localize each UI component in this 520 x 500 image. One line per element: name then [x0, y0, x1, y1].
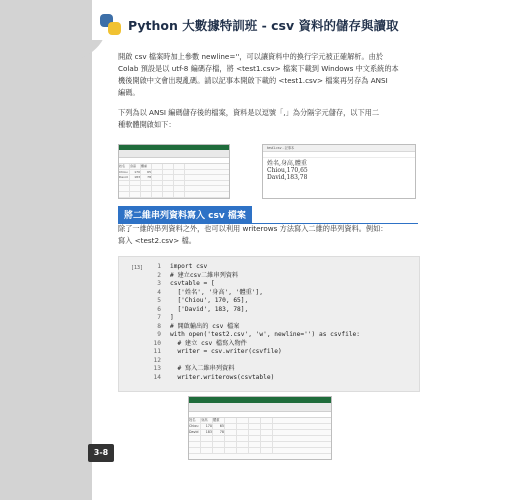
code-text: ['Chiou', 170, 65], [170, 297, 249, 304]
paragraph-newline-note [118, 51, 408, 99]
text-line: 寫入 <test2.csv> 檔。 [118, 236, 196, 245]
table-cell: 65 [141, 170, 152, 175]
code-text: # 建立csv二維串列資料 [170, 271, 239, 279]
line-number: 7 [157, 314, 161, 321]
code-text: with open('test2.csv', 'w', newline='') as csvfile: [170, 331, 360, 338]
line-number: 14 [153, 373, 161, 381]
excel-screenshot-1 [118, 144, 230, 199]
code-line [149, 263, 360, 272]
code-line [149, 357, 360, 366]
line-number: 12 [153, 356, 161, 364]
table-cell: 身高 [130, 164, 141, 169]
code-line [149, 340, 360, 349]
table-cell: David [119, 175, 130, 180]
line-number: 6 [157, 305, 161, 313]
line-number: 11 [153, 348, 161, 355]
code-line [149, 297, 360, 306]
table-cell: 183 [201, 430, 213, 435]
text-line: Colab 預設是以 utf-8 編碼存檔，將 <test1.csv> 檔案下載到 Windows 中文系統的本 [118, 64, 399, 73]
code-line [149, 348, 360, 357]
code-line [149, 323, 360, 332]
text-line: 機後開啟中文會出現亂碼。請以記事本開啟下載的 <test1.csv> 檔案再另存為 ANSI [118, 76, 388, 85]
table-cell: 78 [213, 430, 225, 435]
python-logo-icon [100, 14, 122, 36]
notepad-screenshot [262, 144, 416, 199]
code-line [149, 289, 360, 298]
text-line: 種軟體開啟如下： [118, 120, 176, 129]
code-line [149, 374, 360, 383]
text-line: 編碼。 [118, 88, 140, 97]
excel-grid [119, 164, 229, 198]
code-text: csvtable = [ [170, 280, 215, 287]
code-line [149, 272, 360, 281]
table-cell: 65 [213, 424, 225, 429]
text-line: 開啟 csv 檔案時加上參數 newline=''，可以讓資料中的換行字元被正確解析。由於 [118, 52, 384, 61]
page-number: 3-8 [88, 444, 114, 462]
notepad-titlebar: test1.csv - 記事本 [263, 145, 415, 152]
line-number: 2 [157, 271, 161, 279]
notepad-line: Chiou,170,65 [267, 167, 308, 174]
table-cell: David [189, 430, 201, 435]
excel-ribbon [119, 150, 229, 158]
section-heading: 將二維串列資料寫入 csv 檔案 [118, 206, 252, 223]
code-lines [149, 263, 360, 382]
line-number: 1 [157, 263, 161, 270]
table-cell: 183 [130, 175, 141, 180]
paragraph-ansi-note [118, 107, 408, 131]
code-text: # 寫入二維串列資料 [170, 365, 235, 372]
code-line [149, 331, 360, 340]
text-line: 除了一維的串列資料之外，也可以利用 writerows 方法寫入二維的串列資料。例如： [118, 224, 388, 233]
excel-grid [189, 418, 331, 454]
line-number: 13 [153, 365, 161, 372]
code-text: writer = csv.writer(csvfile) [170, 348, 282, 355]
table-cell: 姓名 [189, 418, 201, 423]
paragraph-writerows-note [118, 223, 408, 247]
left-margin-band [0, 0, 92, 500]
excel-ribbon [189, 403, 331, 412]
line-number: 4 [157, 288, 161, 296]
table-cell: 體重 [213, 418, 225, 423]
page-title: Python 大數據特訓班 - csv 資料的儲存與讀取 [128, 18, 399, 33]
code-cell [118, 256, 420, 392]
table-cell: Chiou [119, 170, 130, 175]
line-number: 3 [157, 280, 161, 287]
code-text: writer.writerows(csvtable) [170, 373, 275, 381]
code-text: ['David', 183, 78], [170, 305, 249, 313]
code-text: # 建立 csv 檔寫入物件 [170, 339, 247, 347]
notepad-line: 姓名,身高,體重 [267, 160, 307, 167]
code-text: ['姓名', '身高', '體重'], [170, 288, 264, 296]
line-number: 9 [157, 331, 161, 338]
table-cell: 170 [130, 170, 141, 175]
code-line [149, 306, 360, 315]
code-line [149, 280, 360, 289]
table-cell: Chiou [189, 424, 201, 429]
notepad-content [263, 158, 415, 183]
table-cell: 78 [141, 175, 152, 180]
line-number: 10 [153, 339, 161, 347]
code-line [149, 314, 360, 323]
text-line: 下列為以 ANSI 編碼儲存後的檔案，資料是以逗號「,」為分隔字元儲存，以下用二 [118, 108, 380, 117]
code-text: ] [170, 314, 174, 321]
code-line [149, 365, 360, 374]
line-number: 8 [157, 322, 161, 330]
line-number: 5 [157, 297, 161, 304]
table-cell: 170 [201, 424, 213, 429]
table-cell: 姓名 [119, 164, 130, 169]
excel-screenshot-2 [188, 396, 332, 460]
cell-execution-number: [13] [131, 265, 144, 271]
table-cell: 體重 [141, 164, 152, 169]
table-cell: 身高 [201, 418, 213, 423]
code-text: # 開啟輸出的 csv 檔案 [170, 322, 240, 330]
code-text: import csv [170, 263, 208, 270]
notepad-line: David,183,78 [267, 174, 308, 181]
